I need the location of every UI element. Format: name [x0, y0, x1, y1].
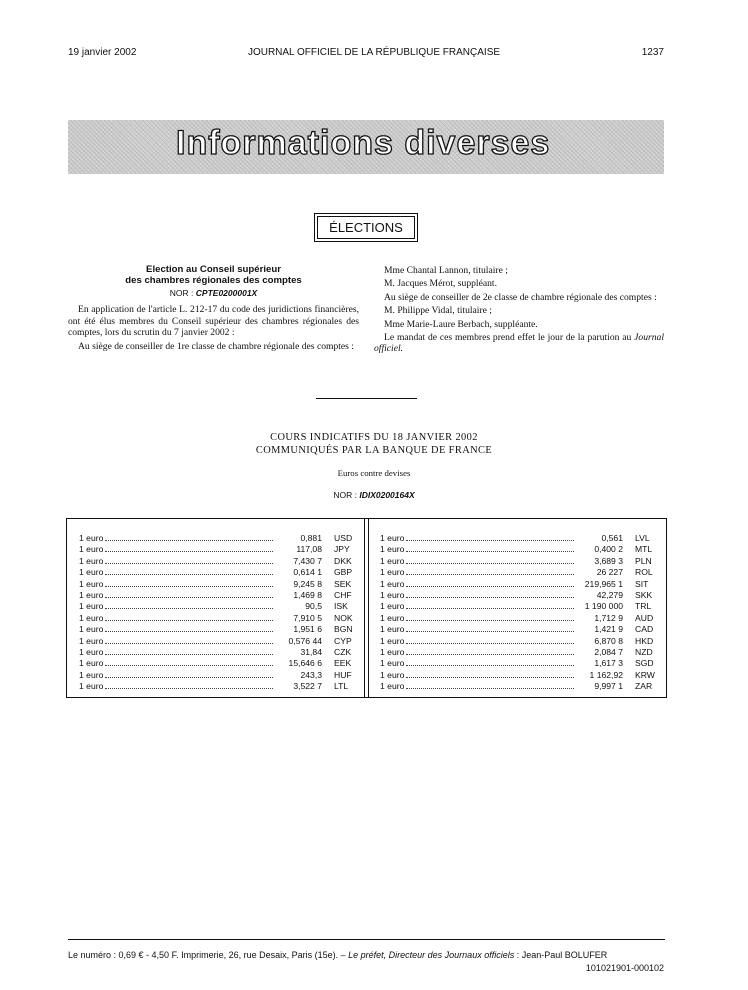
rate-row	[79, 624, 355, 635]
footer-code: 101021901-000102	[585, 963, 664, 973]
election-line: Mme Marie-Laure Berbach, suppléante.	[384, 318, 538, 330]
rate-unit: 1 euro	[380, 658, 405, 669]
leader-dots	[105, 654, 273, 655]
rate-value: 7,430 7	[293, 555, 322, 566]
rate-value: 0,400 2	[594, 544, 623, 555]
rate-row	[79, 533, 355, 544]
rate-unit: 1 euro	[79, 658, 104, 669]
rate-currency: NZD	[635, 646, 653, 657]
leader-dots	[406, 597, 574, 598]
rate-value: 0,561	[601, 533, 623, 543]
rate-row	[380, 636, 656, 647]
rate-currency: KRW	[635, 669, 655, 680]
rate-unit: 1 euro	[380, 612, 405, 623]
rate-row	[79, 681, 355, 692]
rate-currency: CHF	[334, 589, 352, 600]
rate-unit: 1 euro	[380, 601, 405, 612]
rate-row	[79, 579, 355, 590]
election-left-column	[68, 264, 359, 354]
rate-value: 9,997 1	[594, 681, 623, 692]
rate-value: 15,646 6	[288, 658, 322, 669]
rate-value: 6,870 8	[594, 635, 623, 646]
election-right-column	[374, 265, 664, 357]
rate-row	[79, 567, 355, 578]
election-line: M. Jacques Mérot, suppléant.	[384, 278, 497, 290]
rate-value: 0,576 44	[288, 635, 322, 646]
rates-right-column	[380, 533, 656, 692]
leader-dots	[406, 586, 574, 587]
rate-currency: ZAR	[635, 681, 653, 692]
rate-currency: EEK	[334, 658, 352, 669]
rate-value: 1,469 8	[293, 589, 322, 600]
rate-currency: CZK	[334, 646, 352, 657]
leader-dots	[406, 631, 574, 632]
rate-row	[79, 647, 355, 658]
election-line: Au siège de conseiller de 2e classe de chambre régionale des comptes :	[384, 291, 657, 303]
rate-row	[380, 647, 656, 658]
rate-currency: SKK	[635, 589, 653, 600]
rate-value: 7,910 5	[293, 612, 322, 623]
rate-value: 9,245 8	[293, 578, 322, 589]
election-paragraph: Au siège de conseiller de 1re classe de chambre régionale des comptes :	[78, 340, 354, 352]
rate-unit: 1 euro	[380, 635, 405, 646]
rate-value: 31,84	[300, 646, 322, 657]
rate-currency: JPY	[334, 544, 350, 555]
rate-unit: 1 euro	[380, 567, 405, 578]
leader-dots	[105, 665, 273, 666]
rate-value: 2,084 7	[594, 646, 623, 657]
section-label: ÉLECTIONS	[329, 220, 403, 235]
rate-unit: 1 euro	[380, 681, 405, 692]
rate-value: 42,279	[596, 589, 623, 600]
leader-dots	[406, 665, 574, 666]
rate-unit: 1 euro	[79, 578, 104, 589]
rate-row	[79, 544, 355, 555]
rate-currency: CYP	[334, 635, 352, 646]
election-title-2: des chambres régionales des comptes	[125, 275, 302, 286]
cours-subtitle: Euros contre devises	[337, 468, 411, 478]
leader-dots	[105, 540, 273, 541]
rate-row	[380, 658, 656, 669]
rate-unit: 1 euro	[79, 601, 104, 612]
rate-value: 1,712 9	[594, 612, 623, 623]
rate-row	[380, 601, 656, 612]
rate-unit: 1 euro	[79, 533, 104, 543]
rate-row	[380, 624, 656, 635]
rate-row	[79, 556, 355, 567]
leader-dots	[406, 540, 574, 541]
leader-dots	[406, 608, 574, 609]
rate-row	[380, 681, 656, 692]
rate-currency: LTL	[334, 681, 349, 692]
section-label-box	[314, 213, 418, 242]
election-nor-code: CPTE0200001X	[195, 288, 258, 298]
rate-value: 219,965 1	[584, 578, 623, 589]
leader-dots	[105, 551, 273, 552]
rate-value: 1 190 000	[584, 601, 623, 612]
rate-unit: 1 euro	[79, 555, 104, 566]
rate-currency: CAD	[635, 624, 654, 635]
cours-title-1: COURS INDICATIFS DU 18 JANVIER 2002	[270, 432, 478, 443]
election-paragraph: En application de l'article L. 212-17 du code des juridictions financières, ont été élus membres du Conseil supérieur des chambres régionales des comptes, lors du scrutin du 7 janvier 2002 :	[68, 304, 359, 339]
rate-currency: HUF	[334, 669, 352, 680]
cours-title-2: COMMUNIQUÉS PAR LA BANQUE DE FRANCE	[255, 445, 493, 456]
cours-nor-code: IDIX0200164X	[359, 490, 415, 500]
leader-dots	[105, 574, 273, 575]
rate-currency: ISK	[334, 601, 348, 612]
rate-value: 3,689 3	[594, 555, 623, 566]
rate-currency: DKK	[334, 555, 352, 566]
rate-currency: MTL	[635, 544, 653, 555]
rate-currency: AUD	[635, 612, 654, 623]
rate-row	[380, 579, 656, 590]
rate-unit: 1 euro	[79, 669, 104, 680]
cours-nor: NOR : IDIX0200164X	[333, 490, 415, 500]
rate-value: 117,08	[296, 544, 322, 555]
rate-unit: 1 euro	[79, 646, 104, 657]
election-nor: NOR : CPTE0200001X	[169, 288, 258, 298]
rate-row	[380, 670, 656, 681]
rate-value: 1,617 3	[594, 658, 623, 669]
rate-currency: NOK	[334, 612, 353, 623]
leader-dots	[105, 631, 273, 632]
rate-currency: BGN	[334, 624, 353, 635]
leader-dots	[406, 574, 574, 575]
rate-unit: 1 euro	[380, 669, 405, 680]
rate-unit: 1 euro	[380, 533, 405, 543]
rate-currency: LVL	[635, 533, 650, 543]
rate-row	[380, 567, 656, 578]
rate-row	[79, 636, 355, 647]
rate-currency: SGD	[635, 658, 654, 669]
footer-line: Le numéro : 0,69 € - 4,50 F. Imprimerie, 26, rue Desaix, Paris (15e). – Le préfet, Directeur des Journaux officiels : Jean-Paul BOLUFER	[68, 950, 608, 960]
journal-title: JOURNAL OFFICIEL DE LA RÉPUBLIQUE FRANÇAISE	[247, 47, 501, 58]
election-line: M. Philippe Vidal, titulaire ;	[384, 305, 492, 317]
leader-dots	[406, 551, 574, 552]
rate-unit: 1 euro	[79, 635, 104, 646]
rate-unit: 1 euro	[380, 555, 405, 566]
rate-row	[380, 544, 656, 555]
rate-unit: 1 euro	[380, 544, 405, 555]
leader-dots	[105, 677, 273, 678]
section-banner	[68, 120, 664, 174]
rate-currency: SIT	[635, 578, 649, 589]
divider	[316, 398, 417, 399]
rate-row	[380, 613, 656, 624]
rate-unit: 1 euro	[79, 589, 104, 600]
rate-row	[79, 613, 355, 624]
rate-currency: GBP	[334, 567, 353, 578]
rate-row	[380, 556, 656, 567]
rate-value: 26 227	[596, 567, 623, 578]
rate-unit: 1 euro	[380, 624, 405, 635]
rate-value: 1,421 9	[594, 624, 623, 635]
rate-currency: TRL	[635, 601, 652, 612]
leader-dots	[406, 688, 574, 689]
rate-currency: HKD	[635, 635, 654, 646]
leader-dots	[105, 608, 273, 609]
rate-unit: 1 euro	[79, 624, 104, 635]
leader-dots	[105, 643, 273, 644]
rate-row	[79, 658, 355, 669]
banner-title: Informations diverses	[176, 124, 551, 162]
rate-unit: 1 euro	[79, 567, 104, 578]
journal-officiel-ref: Journal officiel.	[374, 332, 664, 355]
rate-unit: 1 euro	[380, 589, 405, 600]
table-divider	[364, 519, 369, 697]
rate-unit: 1 euro	[380, 578, 405, 589]
rate-currency: USD	[334, 533, 353, 543]
rate-row	[380, 533, 656, 544]
rate-currency: PLN	[635, 555, 652, 566]
rate-currency: ROL	[635, 567, 653, 578]
rate-value: 0,614 1	[293, 567, 322, 578]
election-title-1: Election au Conseil supérieur	[146, 264, 281, 275]
rate-unit: 1 euro	[79, 681, 104, 692]
leader-dots	[406, 563, 574, 564]
rate-value: 1,951 6	[293, 624, 322, 635]
rate-value: 90,5	[305, 601, 322, 612]
election-line: Mme Chantal Lannon, titulaire ;	[384, 265, 508, 276]
election-mandate: Le mandat de ces membres prend effet le jour de la parution au Journal officiel.	[374, 332, 664, 355]
leader-dots	[406, 643, 574, 644]
rate-value: 1 162,92	[589, 669, 623, 680]
leader-dots	[406, 677, 574, 678]
rate-value: 0,881	[300, 533, 322, 543]
leader-dots	[406, 654, 574, 655]
rates-left-column	[79, 533, 355, 692]
page-number: 1237	[641, 47, 664, 58]
footer-rule	[68, 939, 665, 940]
leader-dots	[105, 563, 273, 564]
rate-row	[380, 590, 656, 601]
page-date: 19 janvier 2002	[68, 47, 137, 58]
rate-currency: SEK	[334, 578, 352, 589]
leader-dots	[105, 586, 273, 587]
rate-row	[79, 670, 355, 681]
rate-row	[79, 601, 355, 612]
rate-unit: 1 euro	[79, 544, 104, 555]
leader-dots	[105, 597, 273, 598]
rate-unit: 1 euro	[79, 612, 104, 623]
rate-unit: 1 euro	[380, 646, 405, 657]
rates-table	[66, 518, 667, 698]
rate-value: 243,3	[300, 669, 322, 680]
leader-dots	[406, 620, 574, 621]
leader-dots	[105, 688, 273, 689]
rate-row	[79, 590, 355, 601]
rate-value: 3,522 7	[293, 681, 322, 692]
leader-dots	[105, 620, 273, 621]
